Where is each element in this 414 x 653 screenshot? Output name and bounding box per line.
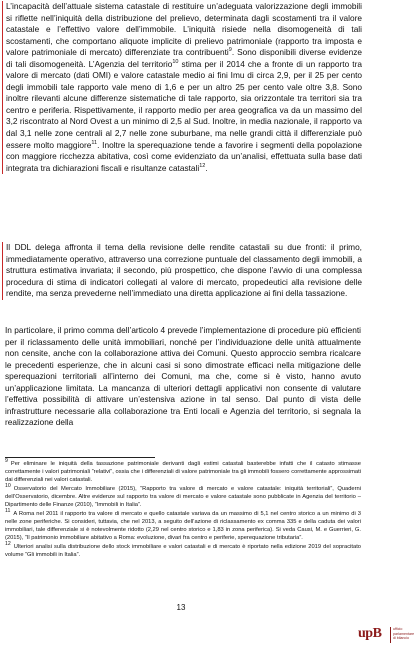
upb-logo (358, 624, 412, 646)
footnote-number: 11 (5, 507, 11, 514)
logo-divider (390, 627, 391, 643)
footnote-separator (5, 457, 155, 458)
paragraph-text: L’incapacità dell’attuale sistema catastale di restituire un’adeguata valorizzazione degli immobili si riflette nell’iniquità della distribuzione del prelievo, determinata dagli scostamenti tra il valore catastale e l’effettivo valore dell’immobile. L’iniquità risiede nella disomogeneità di tali scostamenti, che comportano aliquote implicite di prelievo patrimoniale (rapporto tra imposta e valore patrimoniale di mercato) differenziate tra contribuenti (6, 1, 362, 58)
paragraph-ddl-delega: Il DDL delega affronta il tema della revisione delle rendite catastali su due fronti: il primo, immediatamente operativo, attraverso una correzione puntuale del classamento degli immobili, a struttura estimativa invariata; il secondo, più prospettico, che dispone l’avvio di una complessa procedura di stima di indicatori collegati al valore di mercato, propedeutici alla revisione delle rendite, ma senza prevederne nell’immediato una diretta applicazione ai fini della tassazione. (2, 242, 362, 300)
paragraph-text: . (205, 162, 208, 173)
footnote-number: 12 (5, 540, 11, 547)
logo-subtitle: ufficio parlamentare di bilancio (393, 627, 414, 641)
paragraph-text: . Inoltre la sperequazione tende a favorire i segmenti della popolazione con maggiore ricchezza abitativa, così come evidenziato da un’analisi, effettuata sulla base dati integrata tra dichiarazioni fiscali e risultanze catastali (6, 139, 362, 173)
logo-mark: upB (358, 626, 382, 641)
footnote-ref-10[interactable]: 10 (172, 58, 179, 65)
footnote-text: A Roma nel 2011 il rapporto tra valore di mercato e quello catastale variava da un massimo di 5,1 nel centro storico a un minimo di 3 nelle zone periferiche. Si consideri, tuttavia, che nel 2013, a seguito dell’azione di riclassamento ex comma 335 e della caduta dei valori immobiliari, tale differenziale si è notevolmente ridotto (2,29 nel centro storico e 1,83 in zona periferica). Si veda Causi, M. e Guerrieri, G. (2015), “Il patrimonio immobiliare abitativo a Roma: evoluzione, divari fra centro e periferie, sperequazione tributaria”. (5, 510, 361, 542)
footnote-ref-11[interactable]: 11 (91, 139, 98, 146)
footnotes (5, 460, 361, 560)
paragraph-catasto-iniquita (2, 1, 362, 174)
footnote-text: Osservatorio del Mercato Immobiliare (2015), “Rapporto tra valore di mercato e valore catastale: iniquità territoriali”, Quaderni dell’Osservatorio, dicembre. Altre evidenze sul rapporto tra valore di mercato e valore catastale sono pubblicate in Agenzia del territorio – Dipartimento delle Finanze (2010), “Immobili in Italia”. (5, 485, 361, 509)
footnote-number: 10 (5, 482, 11, 489)
footnote-12 (5, 540, 361, 559)
paragraph-text: stima per il 2014 che a fronte di un rapporto tra valore di mercato (dati OMI) e valore catastale medio ai fini Imu di circa 2,9, per il 25 per cento degli immobili tale rapporto vale meno di 1,6 e per un altro 25 per cento vale oltre 3,8. Sono inoltre rilevanti alcune differenze sistematiche di tale rapporto, sia orizzontale tra territori sia tra centro e periferia. Rispettivamente, il rapporto medio per area geografica va da un massimo del 3,2 riscontrato al Nord Ovest a un minimo di 2,5 al Sud. Inoltre, in media nazionale, il rapporto va dal 3,1 nelle zone centrali al 2,7 nelle zone suburbane, ma nelle grandi città il differenziale può essere molto maggiore (6, 58, 362, 150)
footnote-ref-12[interactable]: 12 (199, 162, 206, 169)
footnote-text: Per eliminare le iniquità della tassazione patrimoniale derivanti dagli estimi catastali basterebbe infatti che il catasto stimasse correttamente i valori patrimoniali “relativi”, ossia che i differenziali di valore patrimoniale tra gli immobili fossero correttamente approssimati dai differenziali nei valori catastali. (5, 461, 361, 484)
footnote-text: Ulteriori analisi sulla distribuzione dello stock immobiliare e valori catastali e di mercato è riportato nella edizione 2019 del sopracitato volume “Gli immobili in Italia”. (5, 543, 361, 558)
footnote-number: 9 (5, 458, 8, 465)
footnote-11 (5, 507, 361, 542)
footnote-ref-9[interactable]: 9 (228, 47, 232, 54)
paragraph-text: . Sono disponibili diverse evidenze di tali disomogeneità. L’Agenzia del territorio (6, 47, 362, 69)
footnote-10 (5, 482, 361, 509)
page-number: 13 (176, 603, 186, 612)
paragraph-articolo-4: In particolare, il primo comma dell’articolo 4 prevede l’implementazione di procedure più efficienti per il riclassamento delle unità immobiliari, nonché per l’individuazione delle unità attualmente non censite, anche con la collaborazione attiva dei Comuni. Questo approccio sembra ricalcare le precedenti esperienze, che in alcuni casi si sono dimostrate efficaci nella mitigazione delle sperequazioni territoriali all’interno dei Comuni, ma che, come si è visto, hanno avuto un’applicazione limitata. La mancanza di ulteriori dettagli applicativi non consente di valutare l’effettiva possibilità di attivare un’estensiva azione in tal senso. Dal punto di vista delle infrastrutture necessarie alla collaborazione tra Enti locali e Agenzia del territorio, si segnala la realizzazione della (5, 325, 361, 428)
footnote-9 (5, 460, 361, 484)
